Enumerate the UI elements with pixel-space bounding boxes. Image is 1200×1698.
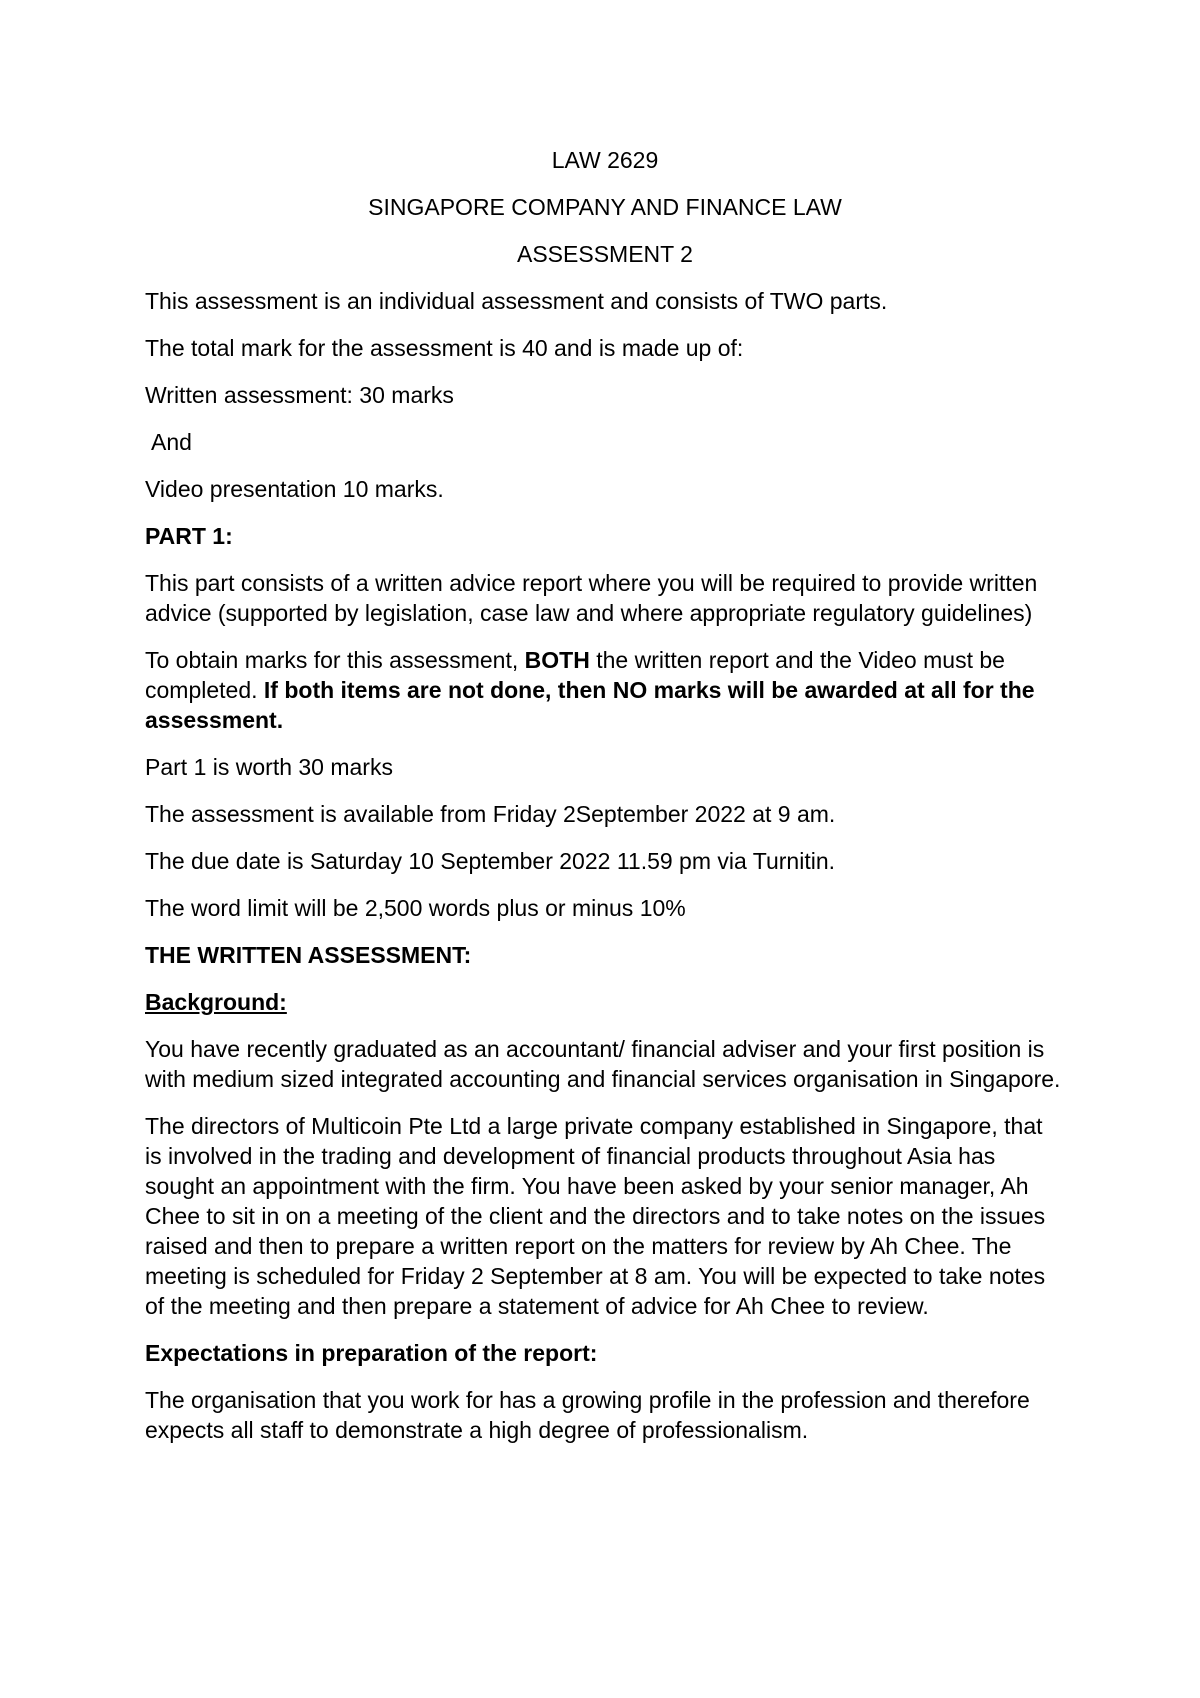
intro-paragraph-5: Video presentation 10 marks. xyxy=(145,476,444,502)
intro-paragraph-2: The total mark for the assessment is 40 and is made up of: xyxy=(145,335,744,361)
assessment-title: ASSESSMENT 2 xyxy=(517,241,693,267)
expectations-heading: Expectations in preparation of the report: xyxy=(145,1340,598,1366)
intro-paragraph-3: Written assessment: 30 marks xyxy=(145,382,454,408)
background-paragraph-1: You have recently graduated as an accountant/ financial adviser and your first position is with medium sized integrated accounting and financial services organisation in Singapore. xyxy=(145,1036,1061,1092)
part1-requirement xyxy=(145,645,1065,735)
background-heading: Background: xyxy=(145,989,287,1015)
part1-description: This part consists of a written advice report where you will be required to provide written advice (supported by legislation, case law and where appropriate regulatory guidelines) xyxy=(145,570,1038,626)
part1-due-date: The due date is Saturday 10 September 2022 11.59 pm via Turnitin. xyxy=(145,848,835,874)
part1-available: The assessment is available from Friday 2September 2022 at 9 am. xyxy=(145,801,836,827)
part1-word-limit: The word limit will be 2,500 words plus or minus 10% xyxy=(145,895,686,921)
written-assessment-heading: THE WRITTEN ASSESSMENT: xyxy=(145,942,472,968)
requirement-warning: If both items are not done, then NO marks will be awarded at all for the assessment. xyxy=(145,677,1035,733)
intro-paragraph-4: And xyxy=(151,429,192,455)
requirement-both: BOTH xyxy=(524,647,590,673)
part1-worth: Part 1 is worth 30 marks xyxy=(145,754,393,780)
document-page xyxy=(145,145,1065,1462)
expectations-paragraph-1: The organisation that you work for has a growing profile in the profession and therefore expects all staff to demonstrate a high degree of professionalism. xyxy=(145,1387,1030,1443)
background-paragraph-2: The directors of Multicoin Pte Ltd a large private company established in Singapore, that is involved in the trading and development of financial products throughout Asia has sought an appointment with the firm. You have been asked by your senior manager, Ah Chee to sit in on a meeting of the client and the directors and to take notes on the issues raised and then to prepare a written report on the matters for review by Ah Chee. The meeting is scheduled for Friday 2 September at 8 am. You will be expected to take notes of the meeting and then prepare a statement of advice for Ah Chee to review. xyxy=(145,1113,1046,1319)
course-title: SINGAPORE COMPANY AND FINANCE LAW xyxy=(368,194,842,220)
intro-paragraph-1: This assessment is an individual assessment and consists of TWO parts. xyxy=(145,288,888,314)
part1-heading: PART 1: xyxy=(145,523,233,549)
requirement-text-a: To obtain marks for this assessment, xyxy=(145,647,525,673)
requirement-text-b: the written report and the Video must be completed. xyxy=(145,647,1005,703)
course-code: LAW 2629 xyxy=(551,147,659,173)
